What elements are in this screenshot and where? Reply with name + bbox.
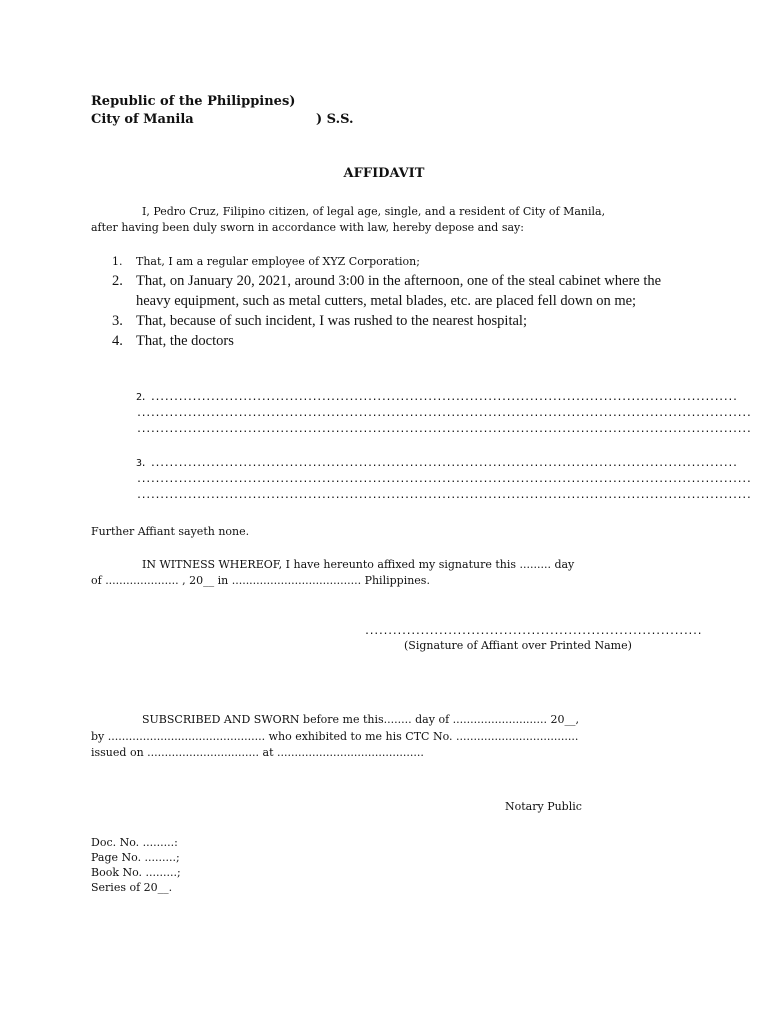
blank-3-line-3: ..................................................................................................................................... <box>136 490 751 501</box>
series-of: Series of 20__. <box>91 881 173 894</box>
header-city: City of Manila <box>91 112 194 127</box>
page-no: Page No. .........; <box>91 851 180 864</box>
blank-2-line-1: 2. ............................................................................................................................... <box>136 392 737 403</box>
witness-line-2: of ..................... , 20__ in ..................................... Philippines. <box>91 574 430 587</box>
item-text: That, because of such incident, I was rushed to the nearest hospital; <box>136 313 527 329</box>
list-item <box>112 271 692 311</box>
item-text: That, on January 20, 2021, around 3:00 in the afternoon, one of the steal cabinet where the heavy equipment, such as metal cutters, metal blades, etc. are placed fell down on me; <box>136 273 662 309</box>
document-title: AFFIDAVIT <box>343 166 425 181</box>
list-item <box>112 331 692 351</box>
item-number: 2. <box>112 273 123 289</box>
signature-line: ......................................................................... <box>364 626 702 637</box>
subscribed-line-1: SUBSCRIBED AND SWORN before me this........ day of ........................... 20__, <box>142 713 580 726</box>
witness-line-1: IN WITNESS WHEREOF, I have hereunto affixed my signature this ......... day <box>142 558 575 571</box>
subscribed-line-2: by ............................................. who exhibited to me his CTC No. ................................... <box>91 730 579 743</box>
notary-public: Notary Public <box>505 800 582 813</box>
item-text: That, I am a regular employee of XYZ Corporation; <box>136 255 420 268</box>
subscribed-line-3: issued on ................................ at .......................................... <box>91 746 424 759</box>
blank-2-line-3: ..................................................................................................................................... <box>136 424 751 435</box>
intro-line-2: after having been duly sworn in accordance with law, hereby depose and say: <box>91 221 524 234</box>
item-number: 3. <box>112 313 123 329</box>
doc-no: Doc. No. .........: <box>91 836 178 849</box>
affidavit-items <box>112 254 692 351</box>
signature-label: (Signature of Affiant over Printed Name) <box>404 639 632 652</box>
blank-3-line-1: 3. ............................................................................................................................... <box>136 458 737 469</box>
intro-line-1: I, Pedro Cruz, Filipino citizen, of legal age, single, and a resident of City of Manila, <box>142 205 606 218</box>
book-no: Book No. .........; <box>91 866 181 879</box>
blank-3-line-2: ..................................................................................................................................... <box>136 474 751 485</box>
item-text: That, the doctors <box>136 333 234 349</box>
item-number: 4. <box>112 333 123 349</box>
header-ss: ) S.S. <box>316 112 354 127</box>
list-item <box>112 254 692 270</box>
blank-2-line-2: ..................................................................................................................................... <box>136 408 751 419</box>
header-republic: Republic of the Philippines) <box>91 94 296 109</box>
item-number: 1. <box>112 255 123 268</box>
list-item <box>112 311 692 331</box>
further-affiant: Further Affiant sayeth none. <box>91 525 250 538</box>
